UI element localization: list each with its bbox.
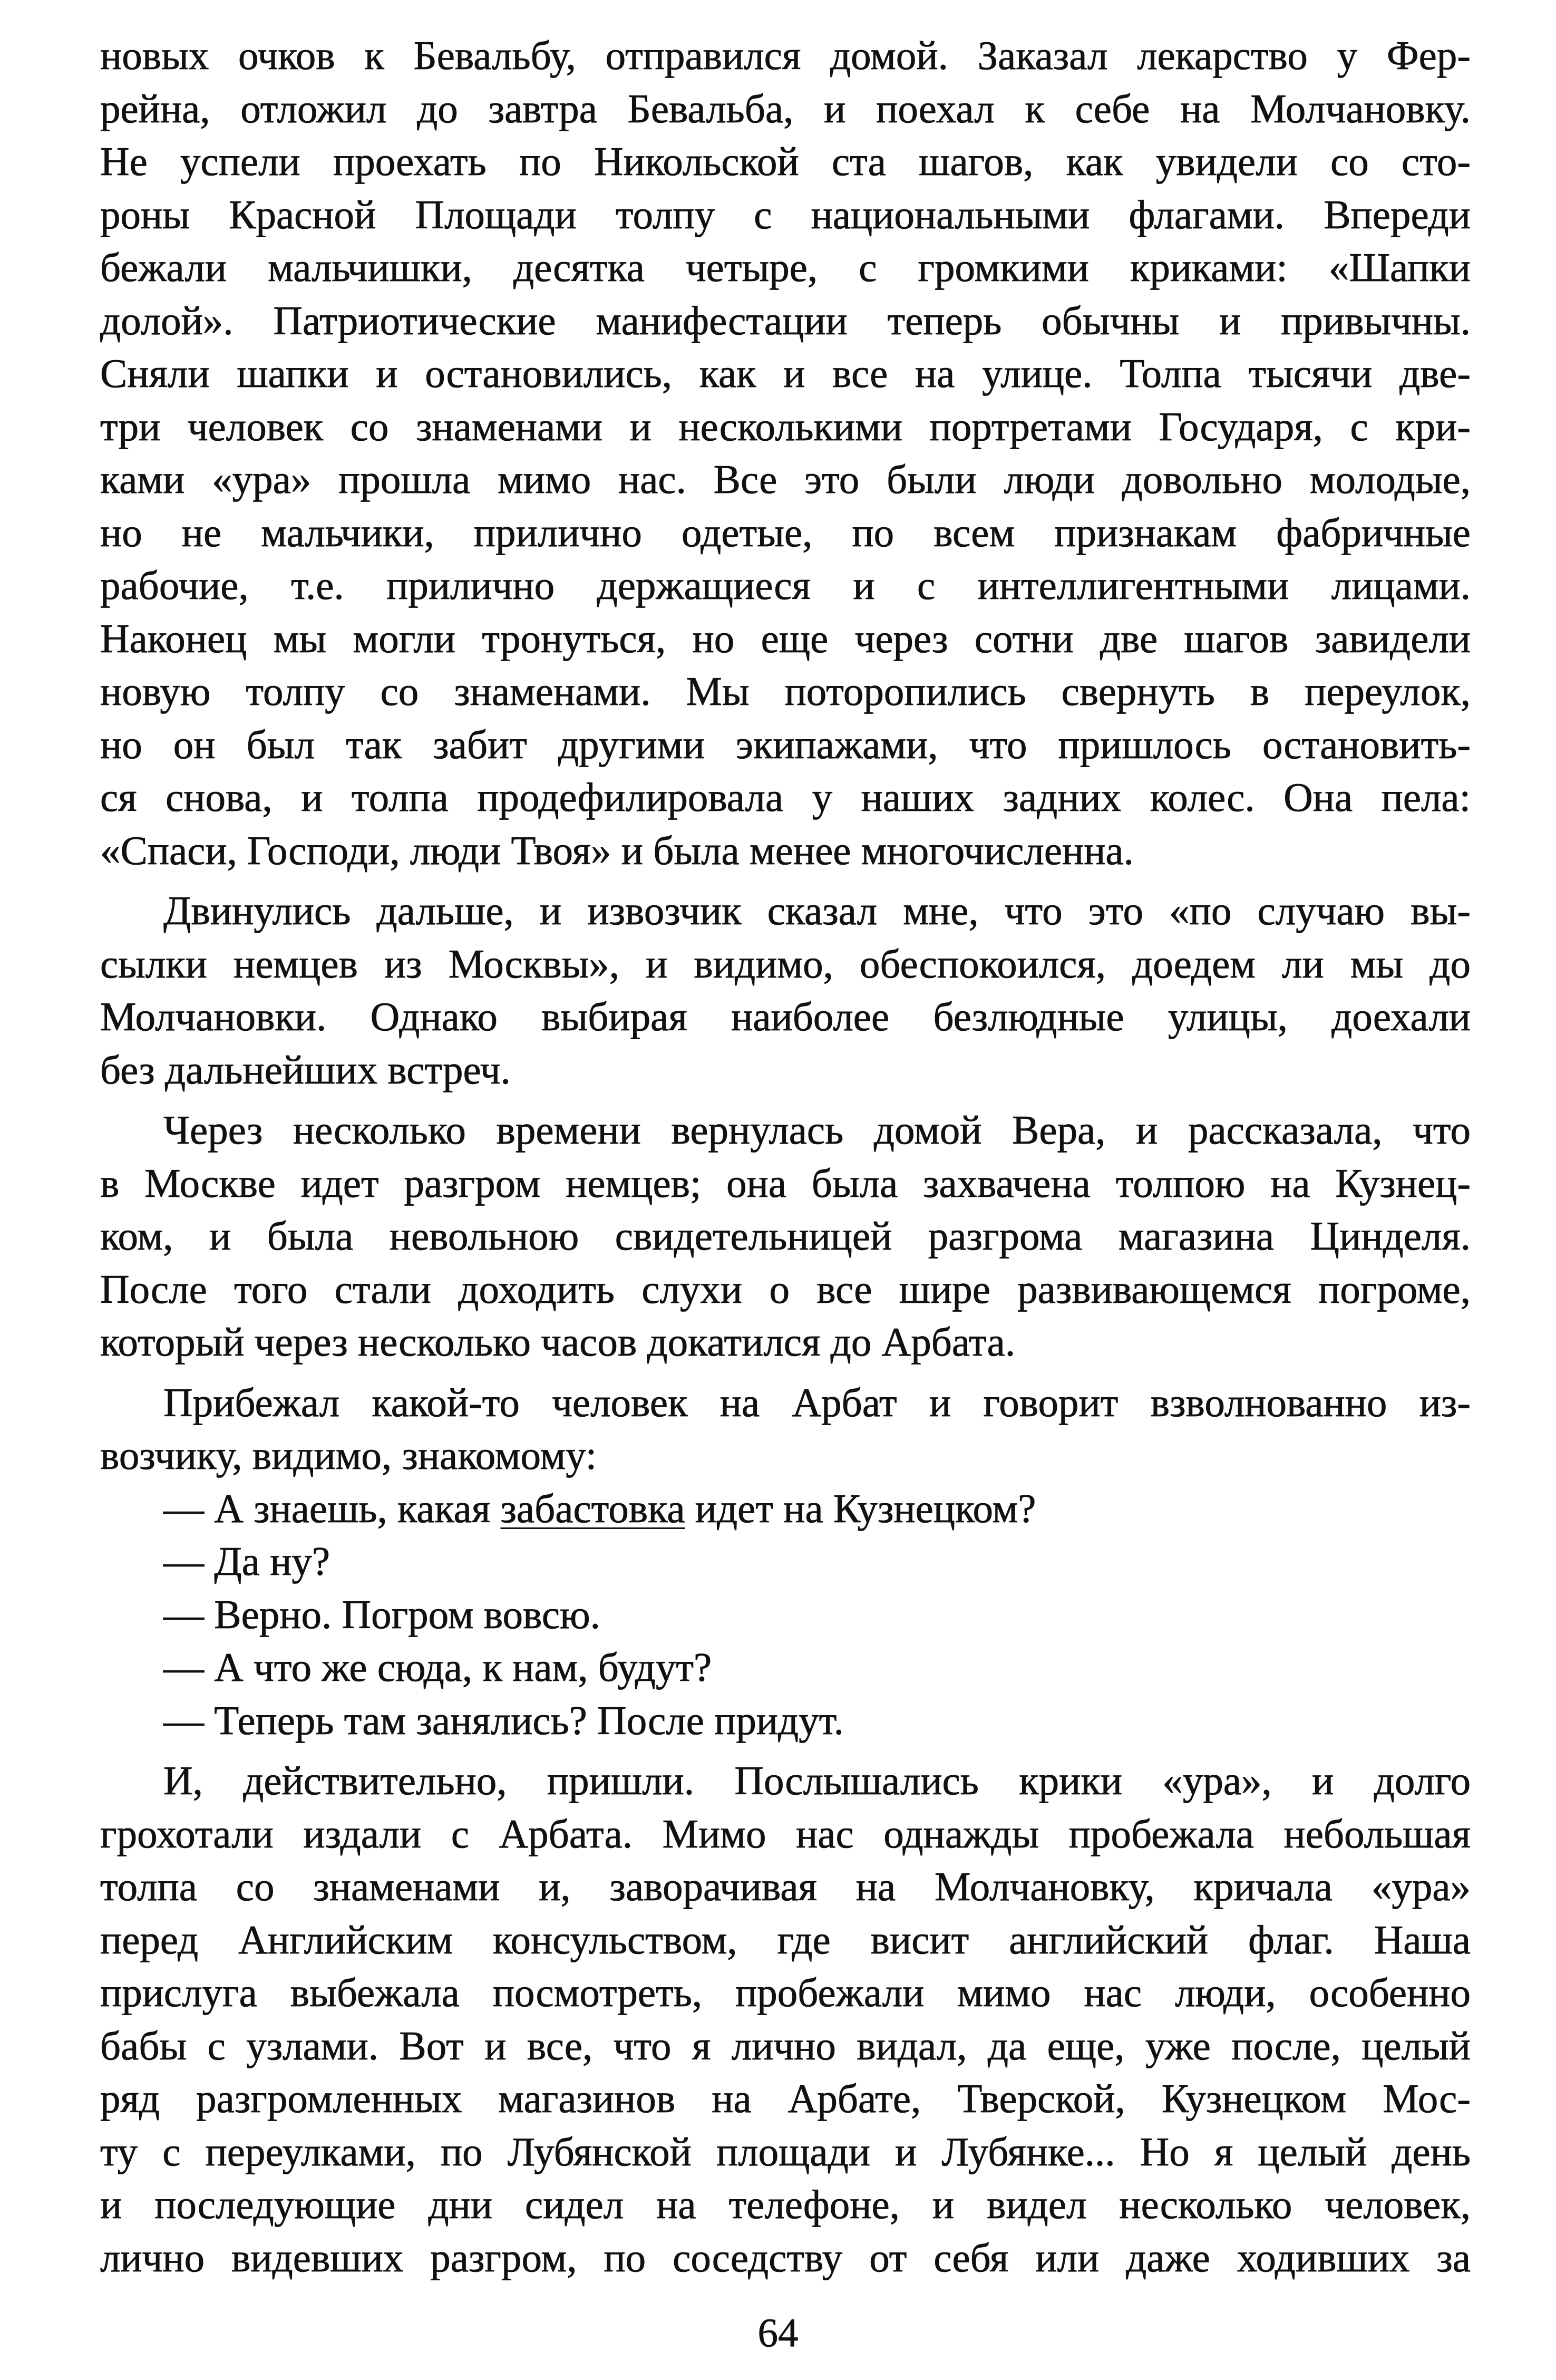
text-line: рейна, отложил до завтра Бевальба, и поехал к себе на Молчановку.: [100, 85, 1471, 131]
page-body: [100, 29, 1471, 2284]
text-line: ряд разгромленных магазинов на Арбате, Тверской, Кузнецком Мос-: [100, 2076, 1471, 2121]
text-line: ту с переулками, по Лубянской площади и Лубянке... Но я целый день: [100, 2129, 1471, 2174]
text-line: ся снова, и толпа продефилировала у наших задних колес. Она пела:: [100, 775, 1471, 820]
text-line: три человек со знаменами и несколькими портретами Государя, с кри-: [100, 403, 1471, 449]
dialogue-line: — Да ну?: [163, 1539, 330, 1584]
dialogue-line: — А знаешь, какая забастовка идет на Кузнецком?: [163, 1485, 1036, 1531]
text-line: Молчановки. Однако выбирая наиболее безлюдные улицы, доехали: [100, 994, 1471, 1039]
text-line: в Москве идет разгром немцев; она была захвачена толпою на Кузнец-: [100, 1160, 1471, 1206]
text-line: лично видевших разгром, по соседству от себя или даже ходивших за: [100, 2234, 1471, 2280]
text-line: без дальнейших встреч.: [100, 1047, 511, 1092]
page-number: 64: [757, 2310, 799, 2355]
dialogue: [100, 1482, 1471, 1747]
text-line: перед Английским консульством, где висит английский флаг. Наша: [100, 1917, 1471, 1962]
text-line: «Спаси, Господи, люди Твоя» и была менее многочисленна.: [100, 827, 1134, 873]
text-line: рабочие, т.е. прилично держащиеся и с интеллигентными лицами.: [100, 563, 1471, 608]
text-line: новую толпу со знаменами. Мы поторопились свернуть в переулок,: [100, 669, 1471, 714]
text-line: Двинулись дальше, и извозчик сказал мне, что это «по случаю вы-: [163, 888, 1471, 933]
text-line: После того стали доходить слухи о все шире развивающемся погроме,: [100, 1266, 1471, 1312]
text-line: толпа со знаменами и, заворачивая на Молчановку, кричала «ура»: [100, 1864, 1471, 1909]
text-line: Прибежал какой-то человек на Арбат и говорит взволнованно из-: [163, 1379, 1471, 1425]
text-line: Через несколько времени вернулась домой Вера, и рассказала, что: [163, 1107, 1471, 1153]
text-line: ком, и была невольною свидетельницей разгрома магазина Цинделя.: [100, 1213, 1471, 1259]
paragraph-2: [100, 884, 1471, 1096]
text-line: Наконец мы могли тронуться, но еще через сотни две шагов завидели: [100, 615, 1471, 661]
text-line: роны Красной Площади толпу с национальными флагами. Впереди: [100, 191, 1471, 237]
paragraph-1: [100, 29, 1471, 877]
text-line: сылки немцев из Москвы», и видимо, обеспокоился, доедем ли мы до: [100, 941, 1471, 986]
text-line: который через несколько часов докатился до Арбата.: [100, 1319, 1016, 1365]
text-line: долой». Патриотические манифестации теперь обычны и привычны.: [100, 297, 1471, 343]
paragraph-4: [100, 1376, 1471, 1482]
text-line: возчику, видимо, знакомому:: [100, 1433, 597, 1478]
paragraph-5: [100, 1754, 1471, 2284]
text-line: Сняли шапки и остановились, как и все на улице. Толпа тысячи две-: [100, 351, 1471, 396]
text-line: И, действительно, пришли. Послышались крики «ура», и долго: [163, 1758, 1471, 1803]
paragraph-3: [100, 1104, 1471, 1369]
dialogue-line: — Верно. Погром вовсю.: [163, 1591, 600, 1637]
text-line: ками «ура» прошла мимо нас. Все это были люди довольно молодые,: [100, 457, 1471, 502]
text-line: грохотали издали с Арбата. Мимо нас однажды пробежала небольшая: [100, 1811, 1471, 1856]
text-line: новых очков к Бевальбу, отправился домой. Заказал лекарство у Фер-: [100, 33, 1471, 78]
dialogue-line: — Теперь там занялись? После придут.: [163, 1697, 844, 1743]
text-line: но не мальчики, прилично одетые, по всем признакам фабричные: [100, 509, 1471, 555]
underlined-word: забастовка: [500, 1485, 685, 1531]
text-line: но он был так забит другими экипажами, что пришлось остановить-: [100, 721, 1471, 767]
text-line: прислуга выбежала посмотреть, пробежали мимо нас люди, особенно: [100, 1970, 1471, 2015]
text-line: и последующие дни сидел на телефоне, и видел несколько человек,: [100, 2182, 1471, 2227]
text-line: бежали мальчишки, десятка четыре, с громкими криками: «Шапки: [100, 245, 1471, 290]
text-line: Не успели проехать по Никольской ста шагов, как увидели со сто-: [100, 139, 1471, 184]
dialogue-line: — А что же сюда, к нам, будут?: [163, 1644, 712, 1690]
text-line: бабы с узлами. Вот и все, что я лично видал, да еще, уже после, целый: [100, 2023, 1471, 2068]
